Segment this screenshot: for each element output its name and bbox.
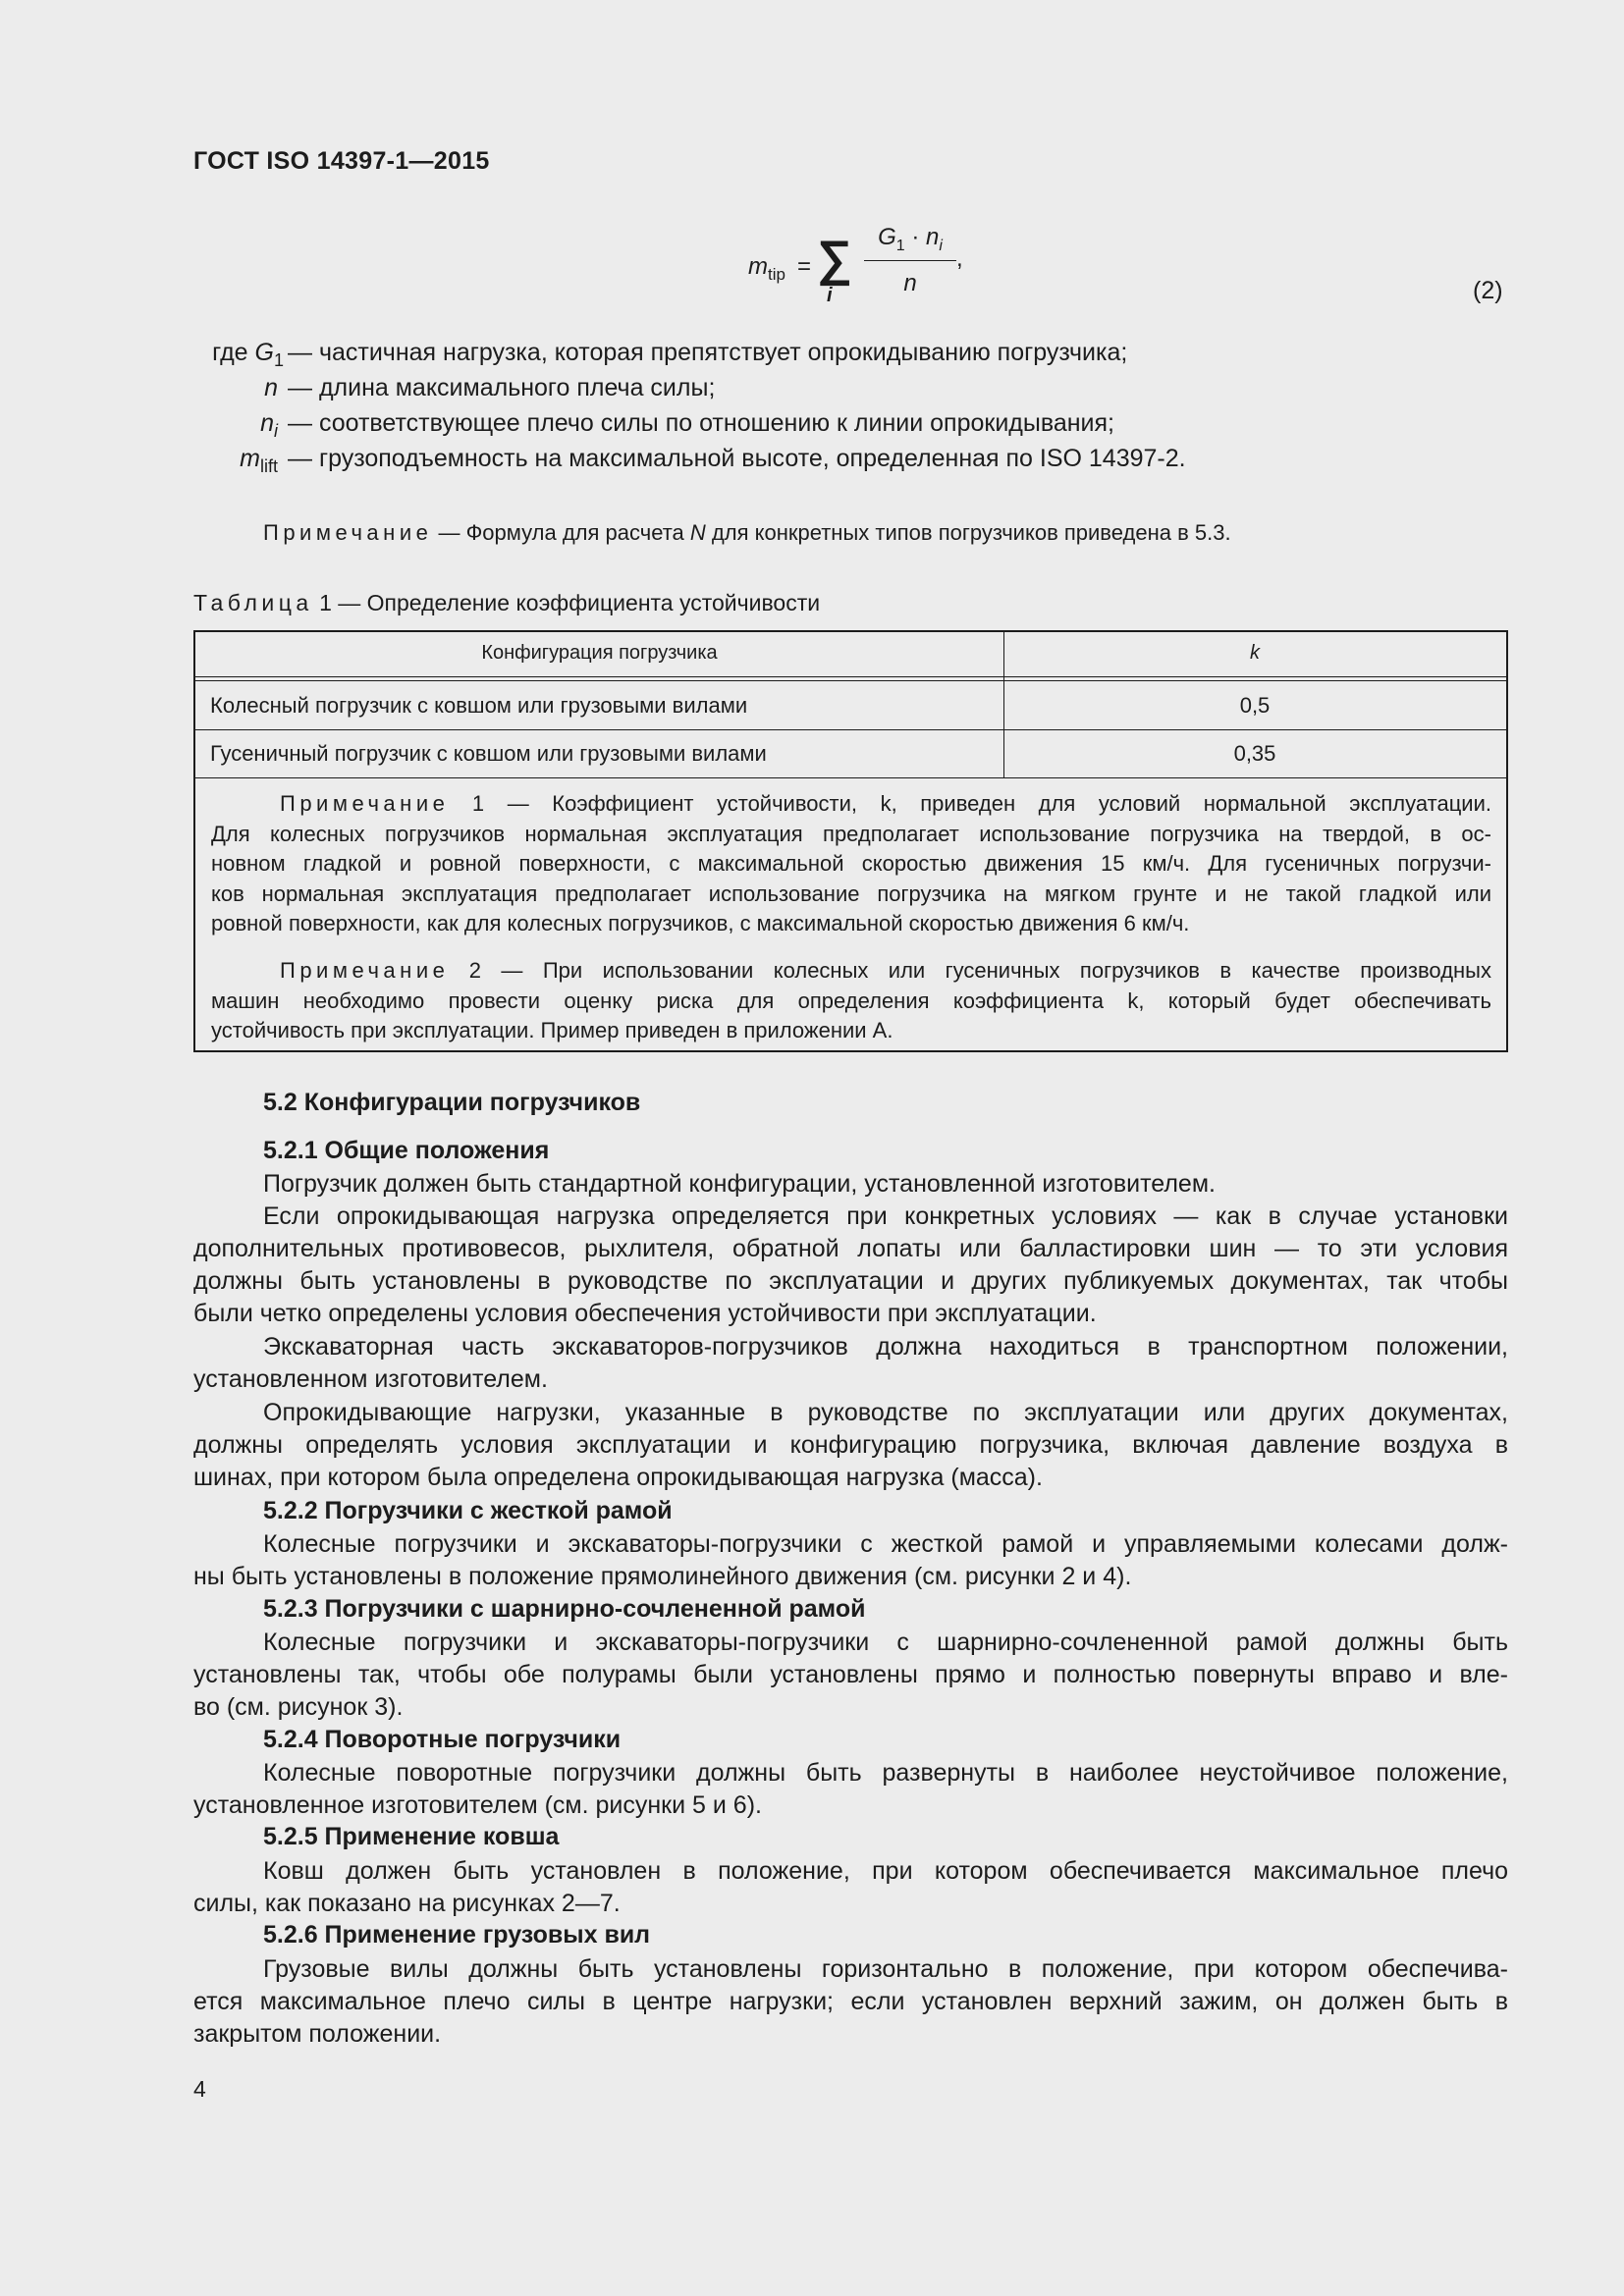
header-rule [195,680,1506,681]
paragraph-line: шинах, при котором была определена опрокидывающая нагрузка (масса). [193,1464,1043,1491]
formula-lhs: $m_{tip}$ [748,253,785,284]
paragraph-5-2-2 [193,1528,1508,1593]
paragraph-5-2-1-b [193,1201,1508,1330]
paragraph-line: установленном изготовителем. [193,1365,548,1393]
paragraph-line: Колесные погрузчики и экскаваторы-погрузчики с шарнирно-сочлененной рамой должны быть [263,1629,1508,1656]
section-heading-5-2-5: 5.2.5 Применение ковша [263,1823,560,1850]
table-cell-k: 0,5 [1239,693,1271,718]
stability-coefficient-table [193,630,1508,1052]
paragraph-line: закрытом положении. [193,2020,442,2048]
table-cell-k: 0,35 [1233,741,1276,766]
table-note-line: машин необходимо провести оценку риска для определения коэффициента k, который будет обеспечивать [211,988,1491,1013]
paragraph-line: силы, как показано на рисунках 2—7. [193,1890,621,1917]
paragraph-5-2-1-c [193,1331,1508,1396]
table-note-2 [211,956,1491,1046]
document-code: ГОСТ ISO 14397-1—2015 [193,147,490,175]
formula-sigma: ∑ [817,231,852,286]
paragraph-line: Если опрокидывающая нагрузка определяется при конкретных условиях — как в случае установки [263,1202,1508,1230]
formula-comma: , [956,245,963,272]
table-note-line: Примечание 2 — При использовании колесных или гусеничных погрузчиков в качестве производных [280,958,1491,983]
definition-text: — частичная нагрузка, которая препятствует опрокидыванию погрузчика; [288,339,1128,366]
table-cell-config: Гусеничный погрузчик с ковшом или грузовыми вилами [210,741,767,766]
definition-symbol: $n_i$ [260,409,278,441]
formula-fraction-bar [864,260,956,261]
paragraph-line: дополнительных противовесов, рыхлителя, обратной лопаты или балластировки шин — то эти условия [193,1235,1508,1262]
paragraph-line: Погрузчик должен быть стандартной конфигурации, установленной изготовителем. [263,1170,1216,1198]
table-header-configuration: Конфигурация погрузчика [481,642,718,664]
table-note-line: новном гладкой и ровной поверхности, с максимальной скоростью движения 15 км/ч. Для гусеничных погрузчи- [211,851,1491,876]
row-rule [195,729,1506,730]
paragraph-line: во (см. рисунок 3). [193,1693,404,1721]
paragraph-line: должны быть установлены в руководстве по эксплуатации и других публикуемых документах, так чтобы [193,1267,1508,1295]
table-note-line: Для колесных погрузчиков нормальная эксплуатация предполагает использование погрузчика на твердой, в ос- [211,821,1491,846]
section-heading-5-2: 5.2 Конфигурации погрузчиков [263,1089,641,1116]
table-note-line: ков нормальная эксплуатация предполагает использование погрузчика на мягком грунте и не такой гладкой или [211,881,1491,906]
paragraph-5-2-1-a [193,1168,1508,1201]
paragraph-5-2-1-d [193,1397,1508,1494]
section-heading-5-2-3: 5.2.3 Погрузчики с шарнирно-сочлененной рамой [263,1595,866,1623]
header-rule [195,676,1506,677]
formula-sigma-index: i [827,285,833,306]
equation-number: (2) [1473,277,1503,304]
paragraph-5-2-5 [193,1855,1508,1920]
paragraph-5-2-3 [193,1627,1508,1724]
paragraph-line: Ковш должен быть установлен в положение, при котором обеспечивается максимальное плечо [263,1857,1508,1885]
paragraph-line: установленное изготовителем (см. рисунки 5 и 6). [193,1791,762,1819]
section-heading-5-2-1: 5.2.1 Общие положения [263,1137,550,1164]
table-cell-config: Колесный погрузчик с ковшом или грузовыми вилами [210,693,748,718]
paragraph-line: были четко определены условия обеспечения устойчивости при эксплуатации. [193,1300,1097,1327]
paragraph-line: Экскаваторная часть экскаваторов-погрузчиков должна находиться в транспортном положении, [263,1333,1508,1361]
formula-note: Примечание — Формула для расчета N для конкретных типов погрузчиков приведена в 5.3. [263,520,1231,545]
paragraph-5-2-6 [193,1953,1508,2051]
row-rule [195,777,1506,778]
formula-equals: = [797,253,812,280]
paragraph-line: Колесные поворотные погрузчики должны быть развернуты в наиболее неустойчивое положение, [263,1759,1508,1787]
definition-symbol: $m_{lift}$ [240,445,278,476]
definition-text: — соответствующее плечо силы по отношению к линии опрокидывания; [288,409,1115,437]
paragraph-line: установлены так, чтобы обе полурамы были установлены прямо и полностью повернуты вправо и вле- [193,1661,1508,1688]
table-note-line: устойчивость при эксплуатации. Пример приведен в приложении А. [211,1018,893,1042]
paragraph-line: Колесные погрузчики и экскаваторы-погрузчики с жесткой рамой и управляемыми колесами долж- [263,1530,1508,1558]
section-heading-5-2-2: 5.2.2 Погрузчики с жесткой рамой [263,1497,673,1524]
table-header-k: k [1250,642,1260,664]
paragraph-line: Грузовые вилы должны быть установлены горизонтально в положение, при котором обеспечива- [263,1955,1508,1983]
formula [748,224,984,312]
paragraph-line: должны определять условия эксплуатации и конфигурацию погрузчика, включая давление воздуха в [193,1431,1508,1459]
section-heading-5-2-6: 5.2.6 Применение грузовых вил [263,1921,651,1949]
definition-text: — длина максимального плеча силы; [288,374,716,401]
page-number: 4 [193,2076,206,2102]
paragraph-line: ны быть установлены в положение прямолинейного движения (см. рисунки 2 и 4). [193,1563,1132,1590]
formula-numerator: $G_1 \cdot n_i$ [878,224,943,254]
section-heading-5-2-4: 5.2.4 Поворотные погрузчики [263,1726,622,1753]
table-note-line: ровной поверхности, как для колесных погрузчиков, с максимальной скоростью движения 6 км/ч. [211,911,1190,935]
definition-symbol: где $G_1$ [212,339,284,370]
definition-symbol: n [264,374,278,401]
table-note-1 [211,789,1491,939]
paragraph-5-2-4 [193,1757,1508,1822]
formula-denominator: n [903,270,917,296]
definition-text: — грузоподъемность на максимальной высоте, определенная по ISO 14397-2. [288,445,1186,472]
table-note-line: Примечание 1 — Коэффициент устойчивости, k, приведен для условий нормальной эксплуатации. [280,791,1491,816]
paragraph-line: ется максимальное плечо силы в центре нагрузки; если установлен верхний зажим, он должен быть в [193,1988,1508,2015]
paragraph-line: Опрокидывающие нагрузки, указанные в руководстве по эксплуатации или других документах, [263,1399,1508,1426]
table-caption: Таблица 1 — Определение коэффициента устойчивости [193,590,821,615]
